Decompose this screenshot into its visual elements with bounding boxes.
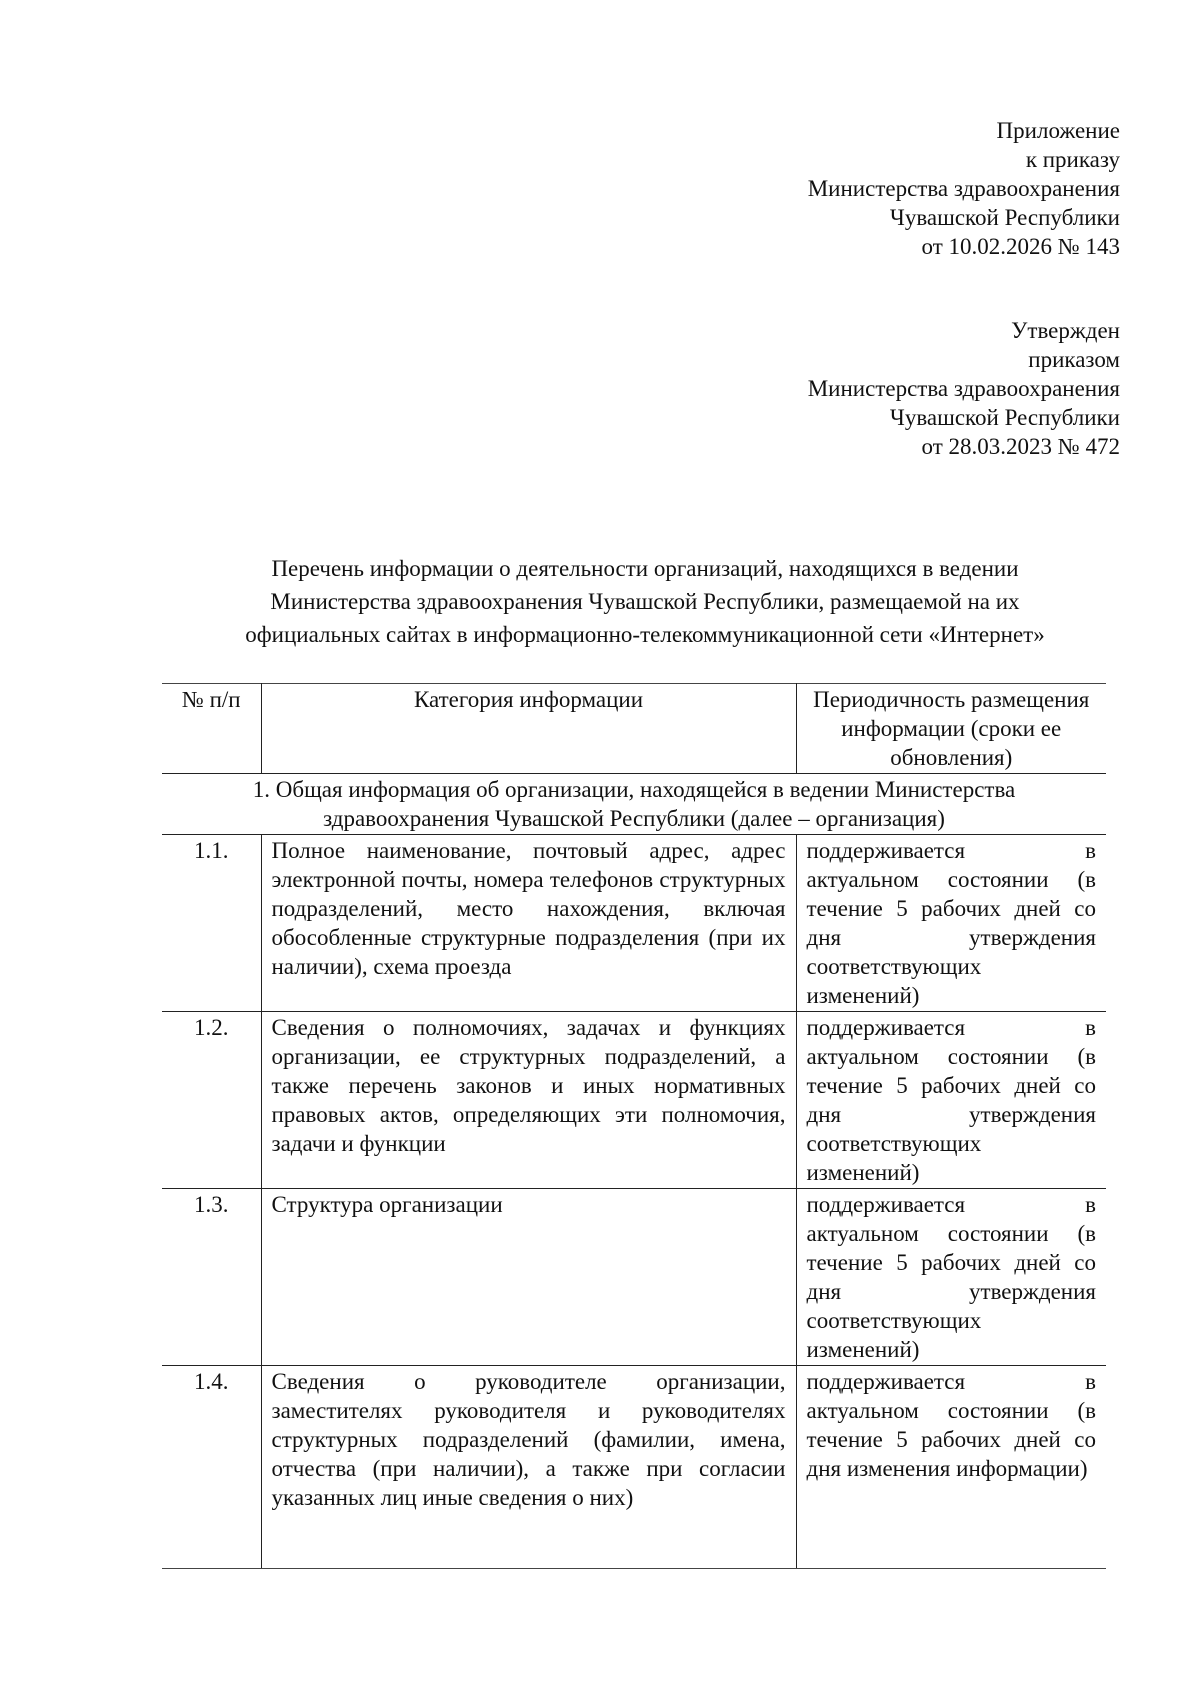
row-num: 1.1. <box>162 835 261 1012</box>
row-periodicity: поддерживается в актуальном состоянии (в течение 5 рабочих дней со дня утверждения соответствующих изменений) <box>796 835 1106 1012</box>
appendix-line: к приказу <box>1025 147 1120 172</box>
table-header-row <box>162 684 1106 774</box>
header-num: № п/п <box>162 684 261 774</box>
title-line: Перечень информации о деятельности организаций, находящихся в ведении <box>271 556 1019 581</box>
row-category: Структура организации <box>261 1189 796 1366</box>
approved-header <box>808 316 1120 461</box>
approved-order-date: от 28.03.2023 № 472 <box>921 434 1120 459</box>
approved-line: приказом <box>1028 347 1120 372</box>
row-category: Сведения о руководителе организации, заместителях руководителя и руководителях структурных подразделений (фамилии, имена, отчества (при наличии), а также при согласии указанных лиц иные сведения о них) <box>261 1366 796 1569</box>
table-row <box>162 1012 1106 1189</box>
appendix-line: Приложение <box>996 118 1120 143</box>
section-title: 1. Общая информация об организации, находящейся в ведении Министерства здравоохранения Чувашской Республики (далее – организация) <box>162 774 1106 835</box>
approved-line: Утвержден <box>1011 318 1120 343</box>
row-num: 1.2. <box>162 1012 261 1189</box>
header-periodicity: Периодичность размещения информации (сроки ее обновления) <box>796 684 1106 774</box>
title-line: Министерства здравоохранения Чувашской Республики, размещаемой на их <box>270 589 1020 614</box>
row-periodicity: поддерживается в актуальном состоянии (в течение 5 рабочих дней со дня утверждения соответствующих изменений) <box>796 1012 1106 1189</box>
title-line: официальных сайтах в информационно-телекоммуникационной сети «Интернет» <box>245 622 1045 647</box>
row-num: 1.3. <box>162 1189 261 1366</box>
row-periodicity: поддерживается в актуальном состоянии (в течение 5 рабочих дней со дня утверждения соответствующих изменений) <box>796 1189 1106 1366</box>
table-row <box>162 835 1106 1012</box>
table-row <box>162 1366 1106 1569</box>
information-table <box>162 683 1106 1569</box>
section-row <box>162 774 1106 835</box>
row-category: Полное наименование, почтовый адрес, адрес электронной почты, номера телефонов структурных подразделений, место нахождения, включая обособленные структурные подразделения (при их наличии), схема проезда <box>261 835 796 1012</box>
approved-line: Министерства здравоохранения <box>807 376 1120 401</box>
row-num: 1.4. <box>162 1366 261 1569</box>
appendix-line: Министерства здравоохранения <box>807 176 1120 201</box>
row-category: Сведения о полномочиях, задачах и функциях организации, ее структурных подразделений, а также перечень законов и иных нормативных правовых актов, определяющих эти полномочия, задачи и функции <box>261 1012 796 1189</box>
table-row <box>162 1189 1106 1366</box>
appendix-line: Чувашской Республики <box>889 205 1120 230</box>
appendix-order-date: от 10.02.2026 № 143 <box>921 234 1120 259</box>
document-title <box>160 552 1130 651</box>
appendix-header <box>808 116 1120 261</box>
header-category: Категория информации <box>261 684 796 774</box>
approved-line: Чувашской Республики <box>889 405 1120 430</box>
row-periodicity: поддерживается в актуальном состоянии (в течение 5 рабочих дней со дня изменения информации) <box>796 1366 1106 1569</box>
